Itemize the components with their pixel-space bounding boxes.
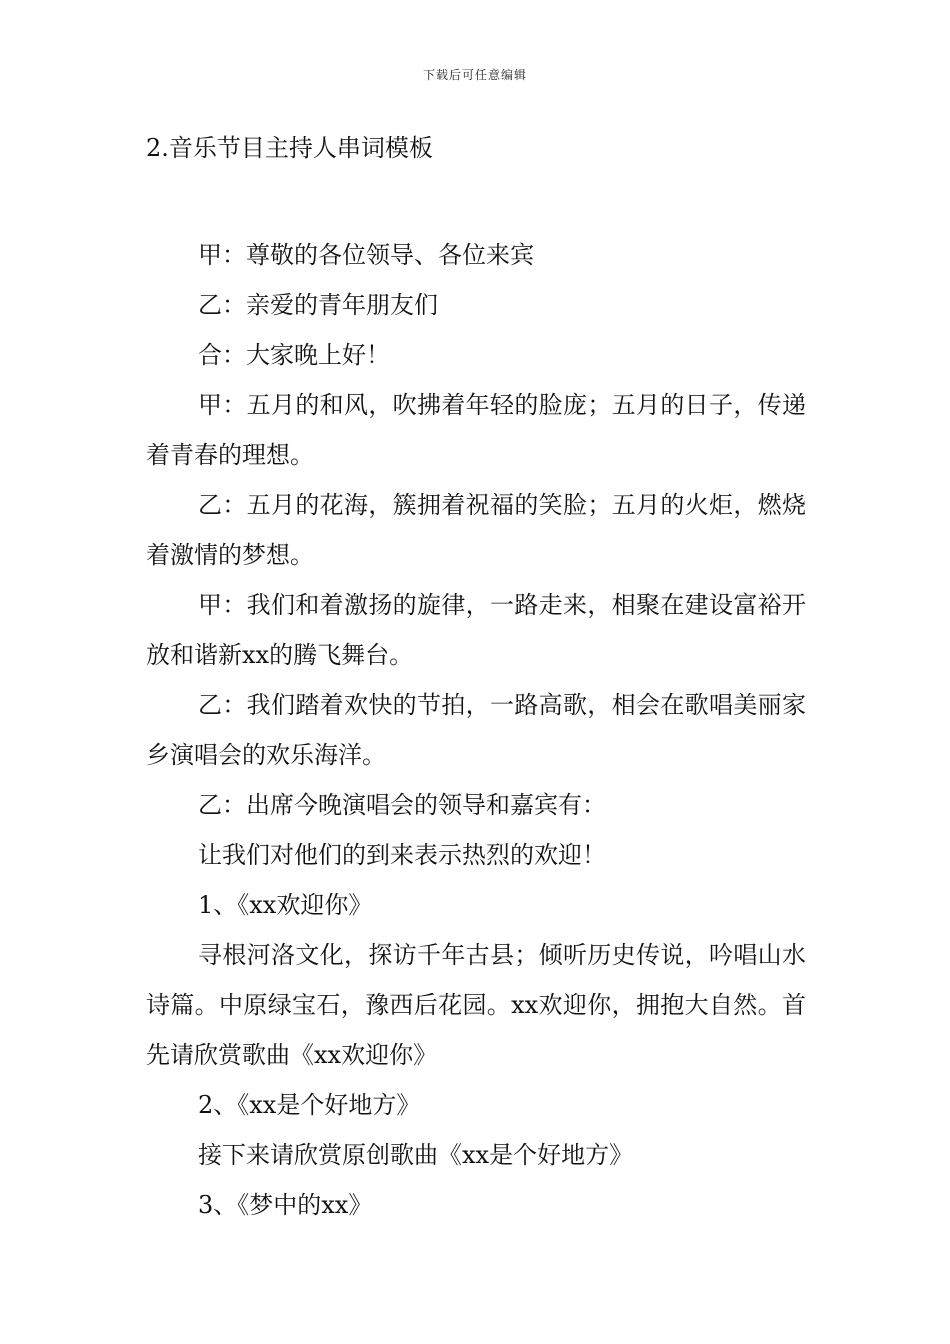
paragraph: 让我们对他们的到来表示热烈的欢迎！ [198,841,606,869]
paragraph: 甲：尊敬的各位领导、各位来宾 [198,241,534,269]
paragraph: 甲：五月的和风，吹拂着年轻的脸庞；五月的日子，传递着青春的理想。 [146,391,806,469]
paragraph: 寻根河洛文化，探访千年古县；倾听历史传说，吟唱山水诗篇。中原绿宝石，豫西后花园。xx欢迎你，拥抱大自然。首先请欣赏歌曲《xx欢迎你》 [146,941,806,1069]
page-header-note: 下载后可任意编辑 [422,68,527,82]
paragraph: 2、《xx是个好地方》 [198,1091,421,1119]
document-title: 2.音乐节目主持人串词模板 [146,134,433,162]
paragraph: 乙：我们踏着欢快的节拍，一路高歌，相会在歌唱美丽家乡演唱会的欢乐海洋。 [146,691,806,769]
paragraph: 3、《梦中的xx》 [198,1191,373,1219]
paragraph: 乙：出席今晚演唱会的领导和嘉宾有： [198,791,606,819]
paragraph: 合：大家晚上好！ [198,341,390,369]
paragraph: 接下来请欣赏原创歌曲《xx是个好地方》 [198,1141,634,1169]
paragraph: 1、《xx欢迎你》 [198,891,373,919]
paragraph: 甲：我们和着激扬的旋律，一路走来，相聚在建设富裕开放和谐新xx的腾飞舞台。 [146,591,806,669]
paragraph: 乙：五月的花海，簇拥着祝福的笑脸；五月的火炬，燃烧着激情的梦想。 [146,491,806,569]
paragraph: 乙：亲爱的青年朋友们 [198,291,438,319]
document-body [146,230,806,1230]
